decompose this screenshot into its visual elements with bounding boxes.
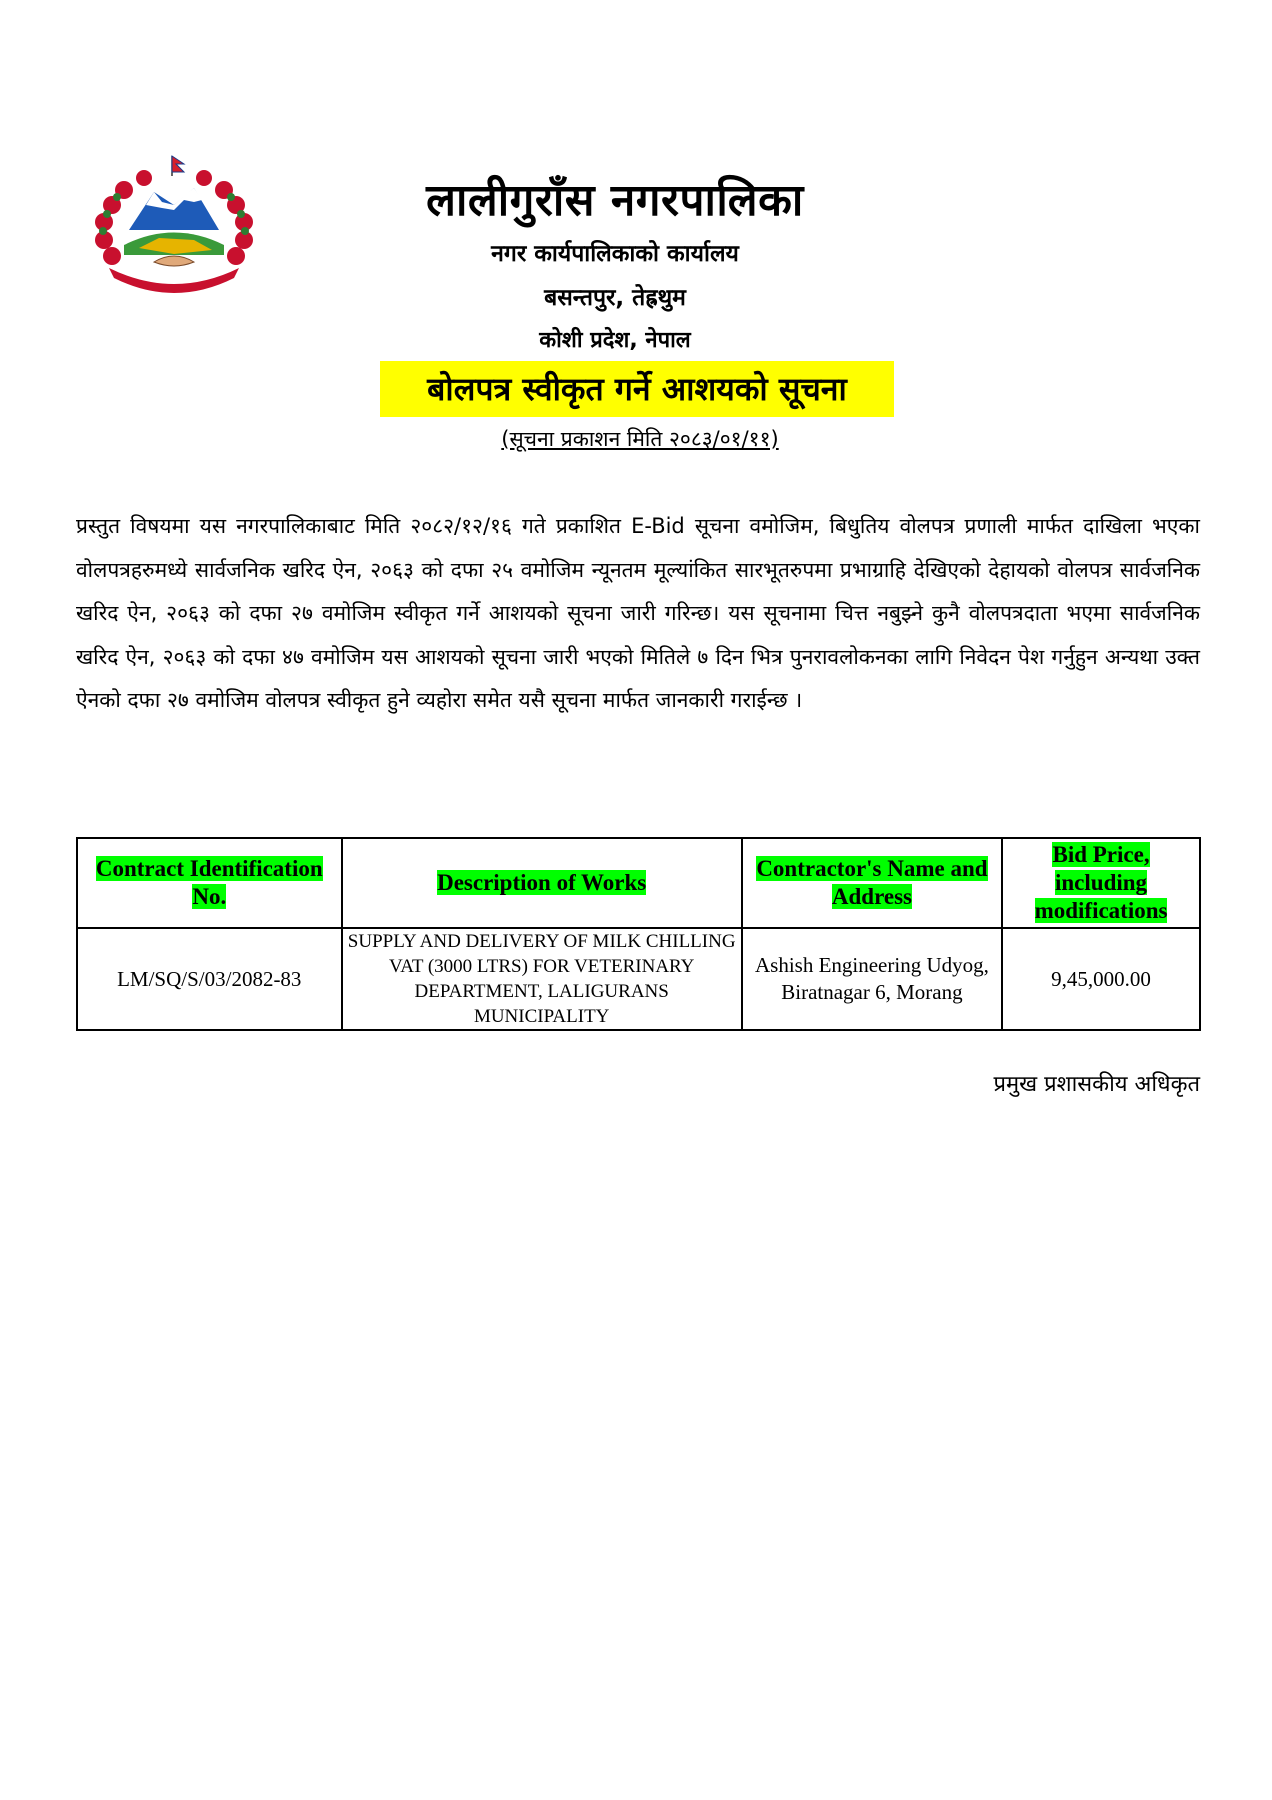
cell-description: SUPPLY AND DELIVERY OF MILK CHILLING VAT (3000 LTRS) FOR VETERINARY DEPARTMENT, LALIGURANS MUNICIPALITY	[342, 928, 742, 1030]
municipality-name: लालीगुराँस नगरपालिका	[426, 175, 804, 226]
contractor-address: Biratnagar 6, Morang	[781, 980, 963, 1004]
contractor-name: Ashish Engineering Udyog,	[754, 953, 989, 977]
header-description-label: Description of Works	[437, 870, 647, 895]
signatory-title: प्रमुख प्रशासकीय अधिकृत	[993, 1072, 1200, 1097]
header-contract-id	[77, 838, 342, 928]
header-contractor-label: Contractor's Name and Address	[756, 856, 988, 909]
cell-price: 9,45,000.00	[1002, 928, 1200, 1030]
province-country: कोशी प्रदेश, नेपाल	[539, 328, 691, 353]
nepal-emblem-icon	[84, 150, 264, 300]
cell-contract-id: LM/SQ/S/03/2082-83	[77, 928, 342, 1030]
office-name: नगर कार्यपालिकाको कार्यालय	[491, 241, 739, 267]
header-description	[342, 838, 742, 928]
office-location: बसन्तपुर, तेह्रथुम	[544, 285, 686, 311]
header-price-label: Bid Price, including modifications	[1034, 842, 1168, 923]
notice-paragraph: प्रस्तुत विषयमा यस नगरपालिकाबाट मिति २०८२/१२/१६ गते प्रकाशित E-Bid सूचना वमोजिम, बिधुतिय वोलपत्र प्रणाली मार्फत दाखिला भएका वोलपत्रहरुमध्ये सार्वजनिक खरिद ऐन, २०६३ को दफा २५ वमोजिम न्यूनतम मूल्यांकित सारभूतरुपमा प्रभाग्राहि देखिएको देहायको वोलपत्र सार्वजनिक खरिद ऐन, २०६३ को दफा २७ वमोजिम स्वीकृत गर्ने आशयको सूचना जारी गरिन्छ। यस सूचनामा चित्त नबुझ्ने कुनै वोलपत्रदाता भएमा सार्वजनिक खरिद ऐन, २०६३ को दफा ४७ वमोजिम यस आशयको सूचना जारी भएको मितिले ७ दिन भित्र पुनरावलोकनका लागि निवेदन पेश गर्नुहुन अन्यथा उक्त ऐनको दफा २७ वमोजिम वोलपत्र स्वीकृत हुने व्यहोरा समेत यसै सूचना मार्फत जानकारी गराईन्छ ।	[76, 514, 1200, 712]
contract-table	[76, 837, 1201, 1031]
cell-contractor	[742, 928, 1002, 1030]
notice-title: बोलपत्र स्वीकृत गर्ने आशयको सूचना	[380, 361, 894, 417]
header-contract-id-label: Contract Identification No.	[95, 856, 323, 909]
header-price	[1002, 838, 1200, 928]
table-row	[77, 928, 1200, 1030]
publish-date: (सूचना प्रकाशन मिति २०८३/०१/११)	[501, 427, 779, 451]
table-header-row	[77, 838, 1200, 928]
header-contractor	[742, 838, 1002, 928]
